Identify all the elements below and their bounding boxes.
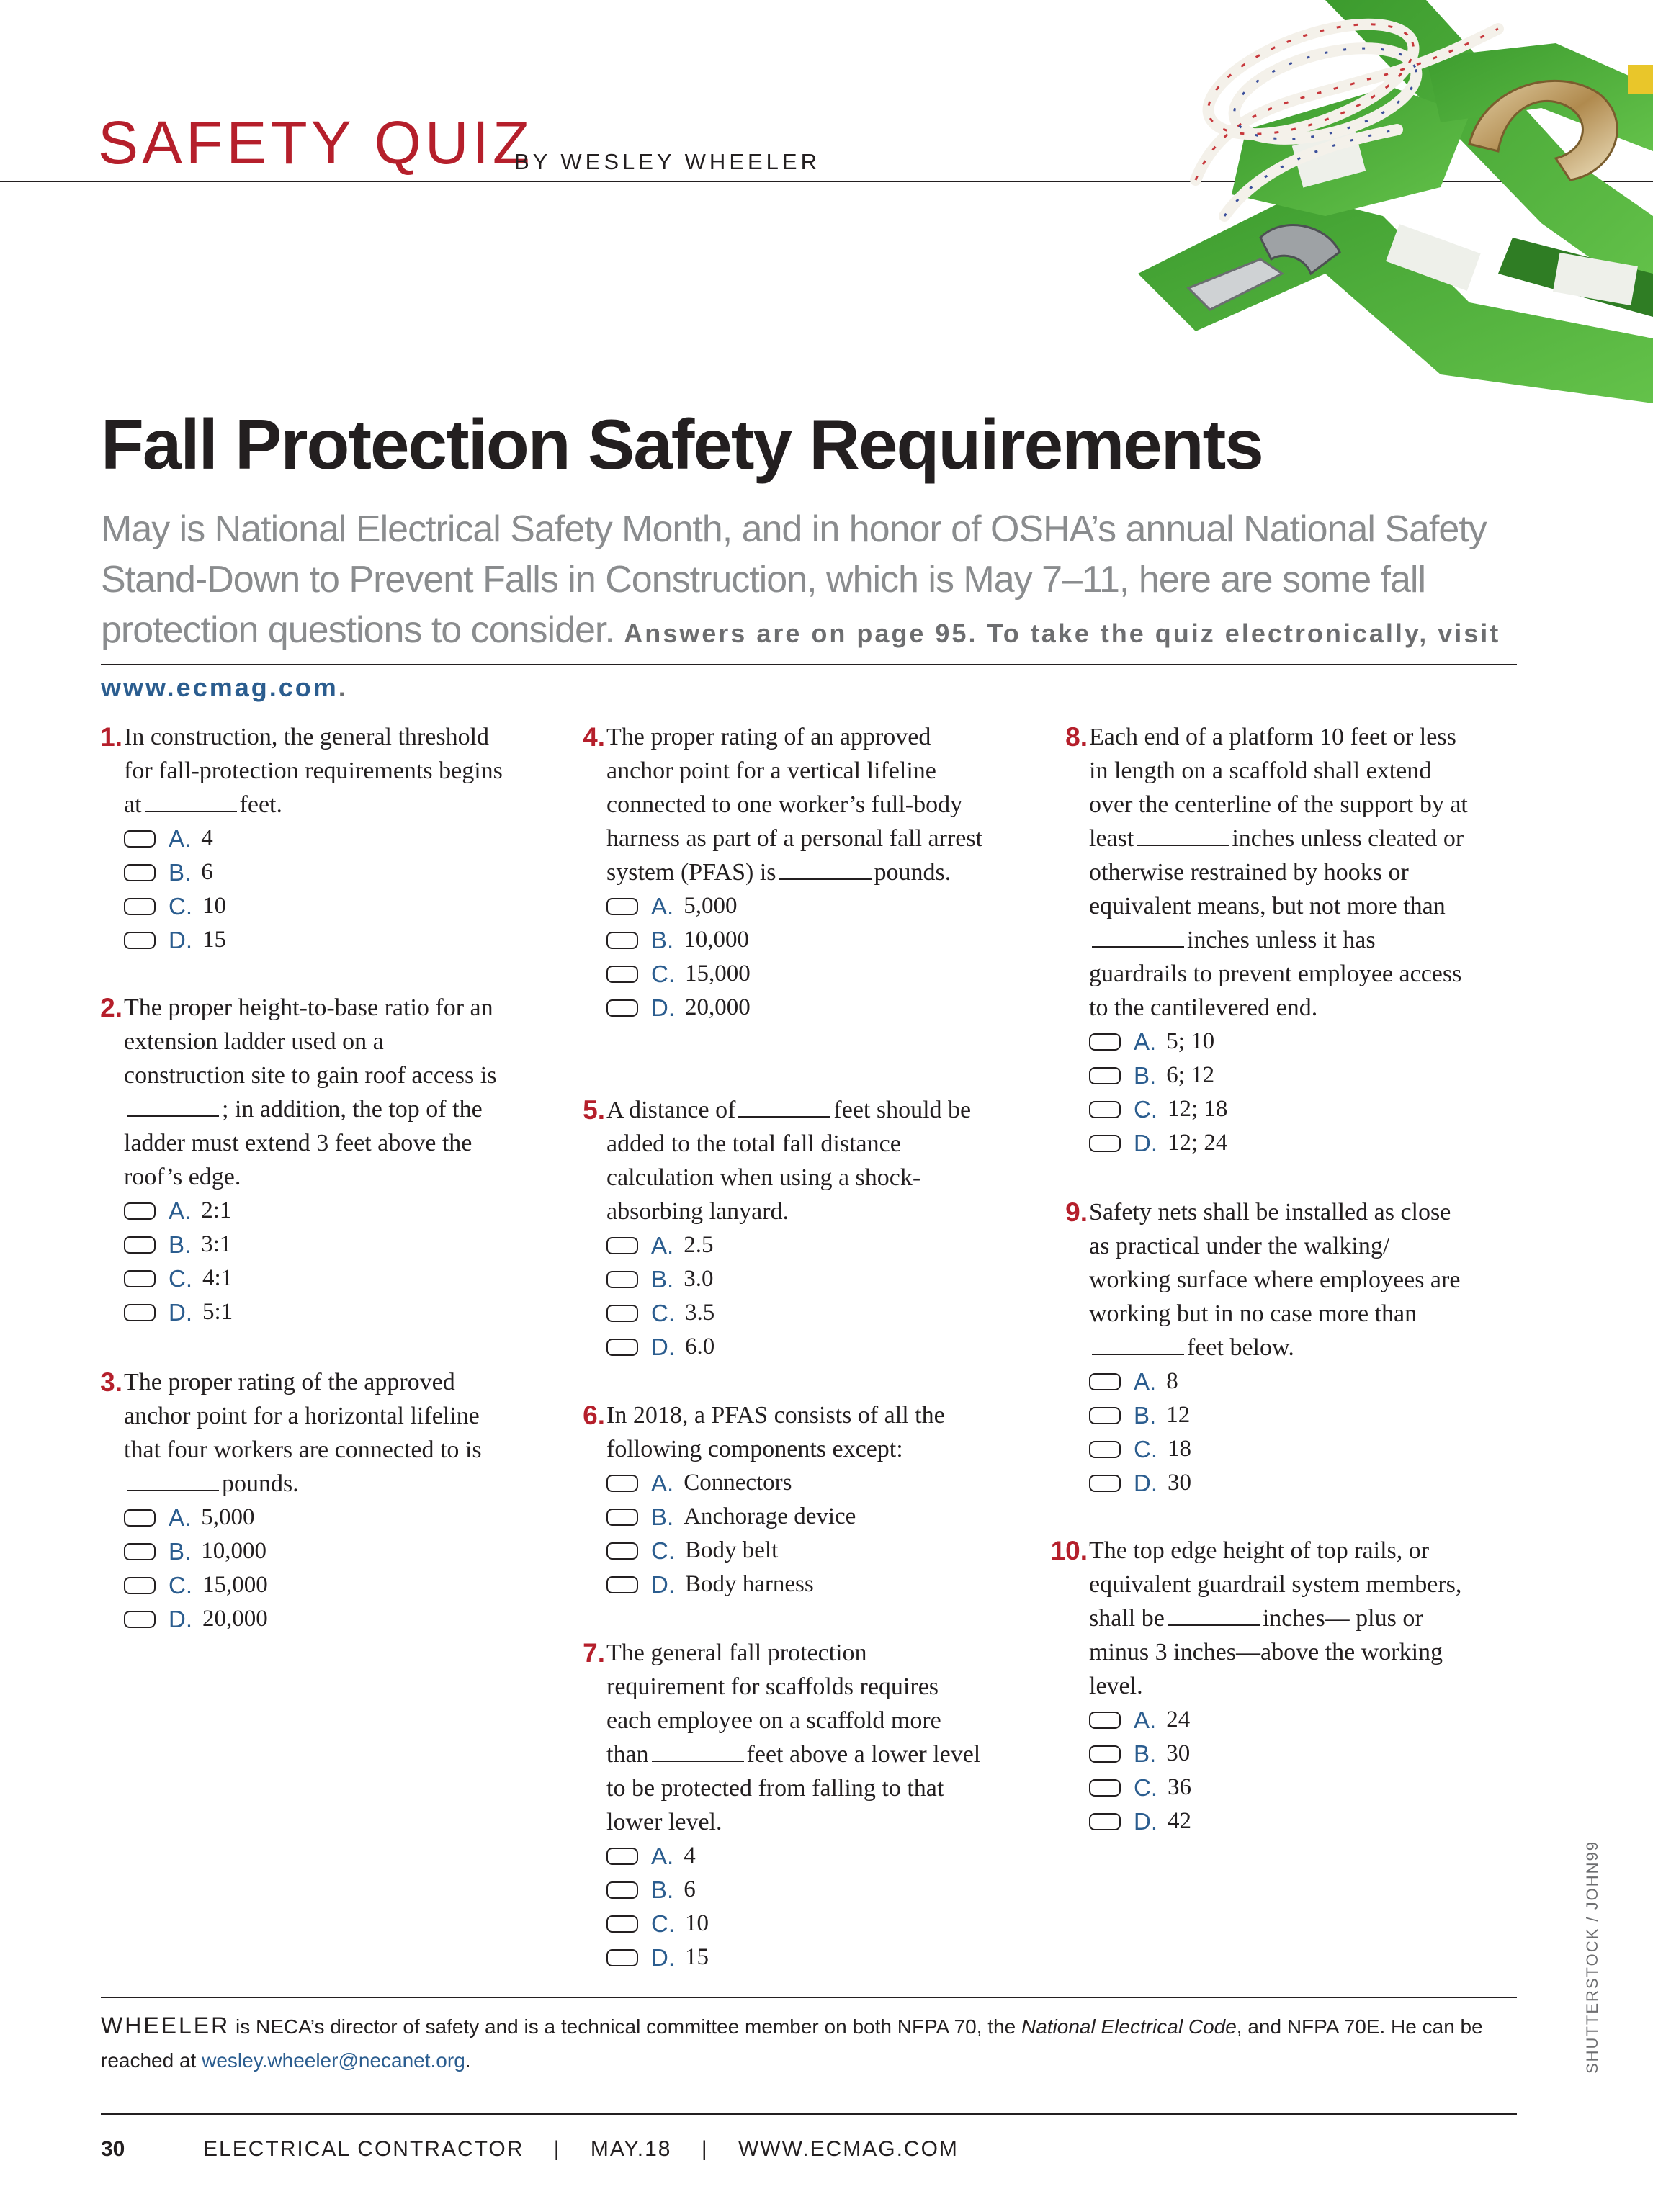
answer-checkbox[interactable] bbox=[124, 1270, 156, 1287]
answer-checkbox[interactable] bbox=[606, 1305, 638, 1322]
bio-email-link[interactable]: wesley.wheeler@necanet.org bbox=[202, 2049, 465, 2072]
answer-option[interactable] bbox=[606, 1839, 987, 1873]
answer-options bbox=[606, 1466, 987, 1601]
answer-option[interactable] bbox=[606, 1534, 987, 1568]
option-value: Anchorage device bbox=[684, 1503, 856, 1529]
option-value: 8 bbox=[1166, 1368, 1178, 1394]
answer-checkbox[interactable] bbox=[1089, 1779, 1121, 1797]
option-value: 5; 10 bbox=[1166, 1028, 1215, 1054]
answer-checkbox[interactable] bbox=[124, 1543, 156, 1560]
option-value: 42 bbox=[1168, 1808, 1191, 1834]
option-value: Body belt bbox=[685, 1537, 779, 1563]
question-text-part: pounds. bbox=[222, 1470, 299, 1497]
answer-blank bbox=[145, 789, 237, 812]
answer-blank bbox=[1168, 1603, 1260, 1626]
answer-checkbox[interactable] bbox=[124, 932, 156, 949]
author-bio bbox=[101, 2009, 1517, 2077]
question-text-part: inches unless cleated or otherwise restrained by hooks or equivalent means, but not more than bbox=[1089, 825, 1464, 920]
question-text-part: feet above a lower level to be protected from falling to that lower level. bbox=[606, 1741, 981, 1835]
option-letter: A. bbox=[651, 893, 674, 920]
answer-option[interactable] bbox=[1089, 1432, 1469, 1466]
option-letter: D. bbox=[1134, 1808, 1157, 1835]
answer-options bbox=[1089, 1025, 1469, 1160]
footer-publication: ELECTRICAL CONTRACTOR | MAY.18 | WWW.ECMAG.COM bbox=[203, 2137, 959, 2161]
answer-checkbox[interactable] bbox=[606, 1271, 638, 1288]
deck-intro: May is National Electrical Safety Month, and in honor of OSHA’s annual National Safety Stand-Down to Prevent Falls in Construction, which is May 7–11, here are some fall protection questions to consider. bbox=[101, 508, 1487, 651]
answer-checkbox[interactable] bbox=[606, 1848, 638, 1865]
answer-option[interactable] bbox=[124, 889, 504, 923]
option-value: 30 bbox=[1168, 1470, 1191, 1496]
option-value: 10 bbox=[202, 893, 226, 919]
answer-blank bbox=[127, 1468, 219, 1491]
deck-rule bbox=[101, 664, 1517, 665]
option-value: 2.5 bbox=[684, 1232, 714, 1258]
question-text-part: feet should be added to the total fall distance calculation when using a shock-absorbing lanyard. bbox=[606, 1097, 972, 1225]
option-letter: A. bbox=[1134, 1707, 1157, 1733]
option-value: 4 bbox=[201, 825, 213, 851]
option-letter: B. bbox=[1134, 1740, 1157, 1767]
answer-option[interactable] bbox=[124, 1228, 504, 1262]
answer-checkbox[interactable] bbox=[1089, 1067, 1121, 1084]
option-letter: A. bbox=[169, 1504, 192, 1531]
option-value: 5,000 bbox=[684, 893, 738, 919]
answer-option[interactable] bbox=[1089, 1126, 1469, 1160]
option-letter: D. bbox=[1134, 1470, 1157, 1496]
deck-end: . bbox=[338, 673, 348, 702]
quiz-question bbox=[555, 1636, 987, 1974]
option-letter: B. bbox=[651, 1266, 674, 1292]
answer-option[interactable] bbox=[1089, 1092, 1469, 1126]
answer-options bbox=[606, 1839, 987, 1974]
answer-checkbox[interactable] bbox=[606, 966, 638, 983]
option-letter: B. bbox=[651, 1876, 674, 1903]
answer-checkbox[interactable] bbox=[606, 1475, 638, 1492]
answer-option[interactable] bbox=[124, 1262, 504, 1295]
section-title: SAFETY QUIZ bbox=[98, 109, 534, 176]
bio-name: WHEELER bbox=[101, 2013, 230, 2038]
option-letter: D. bbox=[169, 927, 192, 953]
answer-option[interactable] bbox=[1089, 1771, 1469, 1804]
option-letter: D. bbox=[169, 1299, 192, 1326]
option-value: 10,000 bbox=[684, 927, 749, 953]
answer-checkbox[interactable] bbox=[606, 1509, 638, 1526]
option-letter: B. bbox=[1134, 1062, 1157, 1089]
answer-option[interactable] bbox=[606, 1466, 987, 1500]
answer-option[interactable] bbox=[606, 1873, 987, 1907]
question-number: 6. bbox=[583, 1401, 605, 1430]
option-value: 12 bbox=[1166, 1402, 1191, 1428]
answer-options bbox=[1089, 1703, 1469, 1838]
option-value: 10,000 bbox=[201, 1538, 266, 1564]
question-text bbox=[606, 1398, 987, 1466]
answer-checkbox[interactable] bbox=[606, 1237, 638, 1254]
option-letter: C. bbox=[651, 961, 675, 987]
quiz-question bbox=[1037, 1195, 1469, 1500]
question-number: 10. bbox=[1050, 1536, 1088, 1565]
option-letter: B. bbox=[169, 1538, 192, 1565]
option-value: 15,000 bbox=[685, 961, 751, 986]
option-value: 15 bbox=[202, 927, 226, 953]
answer-checkbox[interactable] bbox=[124, 1577, 156, 1594]
option-value: 5:1 bbox=[202, 1299, 233, 1325]
answer-checkbox[interactable] bbox=[1089, 1712, 1121, 1729]
option-value: 3.5 bbox=[685, 1300, 715, 1326]
answer-option[interactable] bbox=[606, 1228, 987, 1262]
question-number: 4. bbox=[583, 722, 605, 752]
question-number: 7. bbox=[583, 1638, 605, 1668]
option-value: 4:1 bbox=[202, 1265, 233, 1291]
question-text-part: The general fall protection requirement for scaffolds requires each employee on a scaffold more than bbox=[606, 1640, 941, 1768]
question-number: 8. bbox=[1065, 722, 1088, 752]
answer-blank bbox=[1092, 925, 1184, 948]
option-letter: C. bbox=[651, 1910, 675, 1937]
answer-checkbox[interactable] bbox=[1089, 1441, 1121, 1458]
quiz-question bbox=[555, 720, 987, 1025]
option-value: 12; 18 bbox=[1168, 1096, 1228, 1122]
option-letter: A. bbox=[1134, 1028, 1157, 1055]
deck-answers-note: Answers are on page 95. To take the quiz electronically, visit bbox=[624, 619, 1501, 648]
option-letter: B. bbox=[169, 859, 192, 886]
quiz-question bbox=[72, 720, 504, 957]
answer-options bbox=[124, 822, 504, 957]
answer-option[interactable] bbox=[1089, 1737, 1469, 1771]
answer-checkbox[interactable] bbox=[606, 1542, 638, 1560]
option-value: 6; 12 bbox=[1166, 1062, 1215, 1088]
bio-text-2: , and NFPA 70E. He can be reached at bbox=[101, 2015, 1483, 2072]
question-text-part: ; in addition, the top of the ladder must extend 3 feet above the roof’s edge. bbox=[124, 1096, 483, 1190]
answer-option[interactable] bbox=[1089, 1804, 1469, 1838]
question-text bbox=[124, 991, 504, 1194]
option-letter: C. bbox=[651, 1537, 675, 1564]
option-letter: B. bbox=[651, 1503, 674, 1530]
quiz-question bbox=[72, 991, 504, 1329]
option-value: 3.0 bbox=[684, 1266, 714, 1292]
option-letter: A. bbox=[169, 1197, 192, 1224]
answer-option[interactable] bbox=[606, 1907, 987, 1941]
answer-checkbox[interactable] bbox=[606, 1576, 638, 1593]
question-text-part: Safety nets shall be installed as close as practical under the walking/ working surface where employees are working but in no case more than bbox=[1089, 1199, 1461, 1327]
question-number: 9. bbox=[1065, 1197, 1088, 1227]
option-letter: C. bbox=[1134, 1774, 1157, 1801]
option-value: Body harness bbox=[685, 1571, 814, 1597]
answer-checkbox[interactable] bbox=[606, 1339, 638, 1356]
option-value: 6 bbox=[684, 1876, 696, 1902]
answer-option[interactable] bbox=[1089, 1703, 1469, 1737]
question-text-part: The proper rating of the approved anchor point for a horizontal lifeline that four workers are connected to is bbox=[124, 1369, 482, 1463]
option-letter: D. bbox=[651, 1944, 675, 1971]
answer-option[interactable] bbox=[1089, 1398, 1469, 1432]
option-value: 36 bbox=[1168, 1774, 1191, 1800]
question-text bbox=[606, 1093, 987, 1228]
harness-photo bbox=[922, 0, 1653, 432]
question-text-part: In 2018, a PFAS consists of all the following components except: bbox=[606, 1402, 945, 1462]
option-letter: C. bbox=[169, 893, 192, 920]
question-text-part: inches— plus or minus 3 inches—above the working level. bbox=[1089, 1605, 1443, 1699]
answer-checkbox[interactable] bbox=[606, 932, 638, 949]
quiz-question bbox=[1037, 1534, 1469, 1838]
option-value: 18 bbox=[1168, 1436, 1191, 1462]
answer-option[interactable] bbox=[606, 1330, 987, 1364]
option-value: 24 bbox=[1166, 1707, 1191, 1732]
option-letter: C. bbox=[169, 1265, 192, 1292]
answer-checkbox[interactable] bbox=[606, 1881, 638, 1899]
question-text-part: pounds. bbox=[874, 859, 951, 886]
byline: BY WESLEY WHEELER bbox=[514, 149, 820, 174]
answer-option[interactable] bbox=[606, 957, 987, 991]
question-number: 5. bbox=[583, 1095, 605, 1125]
answer-option[interactable] bbox=[606, 1568, 987, 1601]
answer-checkbox[interactable] bbox=[124, 1202, 156, 1220]
bio-code-title: National Electrical Code bbox=[1021, 2015, 1237, 2038]
quiz-question bbox=[72, 1365, 504, 1636]
answer-checkbox[interactable] bbox=[124, 1611, 156, 1628]
option-letter: A. bbox=[1134, 1368, 1157, 1395]
question-number: 3. bbox=[100, 1367, 122, 1397]
option-letter: C. bbox=[169, 1572, 192, 1599]
answer-option[interactable] bbox=[1089, 1466, 1469, 1500]
bio-text-1: is NECA’s director of safety and is a technical committee member on both NFPA 70, the bbox=[230, 2015, 1021, 2038]
answer-option[interactable] bbox=[124, 1501, 504, 1534]
answer-blank bbox=[779, 857, 872, 880]
answer-blank bbox=[1137, 823, 1229, 846]
question-text-part: The proper height-to-base ratio for an extension ladder used on a construction site to gain roof access is bbox=[124, 994, 497, 1089]
answer-option[interactable] bbox=[124, 1534, 504, 1568]
quiz-question bbox=[555, 1093, 987, 1364]
option-value: 2:1 bbox=[201, 1197, 232, 1223]
option-letter: B. bbox=[1134, 1402, 1157, 1429]
photo-credit: SHUTTERSTOCK / JOHN99 bbox=[1583, 1840, 1601, 2074]
option-value: 20,000 bbox=[685, 994, 751, 1020]
option-value: 15 bbox=[685, 1944, 709, 1970]
bio-end: . bbox=[465, 2049, 471, 2072]
question-text bbox=[124, 720, 504, 822]
deck-url-link[interactable]: www.ecmag.com bbox=[101, 673, 339, 702]
answer-option[interactable] bbox=[124, 1602, 504, 1636]
question-text bbox=[606, 720, 987, 889]
answer-option[interactable] bbox=[1089, 1058, 1469, 1092]
option-letter: B. bbox=[651, 927, 674, 953]
option-value: 6 bbox=[201, 859, 213, 885]
option-value: 3:1 bbox=[201, 1231, 232, 1257]
answer-option[interactable] bbox=[124, 1295, 504, 1329]
answer-option[interactable] bbox=[124, 822, 504, 855]
option-letter: A. bbox=[651, 1232, 674, 1259]
option-letter: A. bbox=[169, 825, 192, 852]
answer-options bbox=[124, 1501, 504, 1636]
option-letter: D. bbox=[1134, 1130, 1157, 1156]
question-number: 1. bbox=[100, 722, 122, 752]
option-letter: A. bbox=[651, 1843, 674, 1869]
option-letter: C. bbox=[1134, 1096, 1157, 1123]
answer-checkbox[interactable] bbox=[124, 898, 156, 915]
answer-option[interactable] bbox=[606, 1500, 987, 1534]
answer-option[interactable] bbox=[606, 889, 987, 923]
answer-blank bbox=[1092, 1332, 1184, 1355]
answer-checkbox[interactable] bbox=[124, 1509, 156, 1527]
answer-checkbox[interactable] bbox=[606, 1949, 638, 1966]
answer-checkbox[interactable] bbox=[124, 864, 156, 881]
answer-options bbox=[1089, 1364, 1469, 1500]
quiz-question bbox=[555, 1398, 987, 1601]
option-value: Connectors bbox=[684, 1470, 792, 1496]
option-letter: D. bbox=[651, 1334, 675, 1360]
page-number: 30 bbox=[101, 2137, 125, 2161]
deck bbox=[101, 504, 1556, 713]
answer-checkbox[interactable] bbox=[1089, 1475, 1121, 1492]
option-value: 5,000 bbox=[201, 1504, 255, 1530]
answer-options bbox=[606, 1228, 987, 1364]
answer-checkbox[interactable] bbox=[1089, 1407, 1121, 1424]
answer-checkbox[interactable] bbox=[606, 999, 638, 1017]
question-text bbox=[124, 1365, 504, 1501]
option-letter: A. bbox=[651, 1470, 674, 1496]
option-value: 10 bbox=[685, 1910, 709, 1936]
answer-checkbox[interactable] bbox=[124, 1236, 156, 1254]
question-text-part: inches unless it has guardrails to prevent employee access to the cantilevered end. bbox=[1089, 927, 1462, 1021]
option-value: 15,000 bbox=[202, 1572, 268, 1598]
answer-option[interactable] bbox=[124, 855, 504, 889]
question-text bbox=[606, 1636, 987, 1839]
answer-blank bbox=[652, 1739, 744, 1762]
question-text bbox=[1089, 720, 1469, 1025]
answer-checkbox[interactable] bbox=[1089, 1373, 1121, 1390]
question-text-part: A distance of bbox=[606, 1097, 736, 1123]
answer-checkbox[interactable] bbox=[1089, 1033, 1121, 1051]
answer-option[interactable] bbox=[124, 1568, 504, 1602]
question-number: 2. bbox=[100, 993, 122, 1022]
answer-checkbox[interactable] bbox=[124, 1304, 156, 1321]
question-text-part: The top edge height of top rails, or equivalent guardrail system members, shall be bbox=[1089, 1537, 1462, 1632]
option-letter: D. bbox=[651, 1571, 675, 1598]
answer-checkbox[interactable] bbox=[606, 898, 638, 915]
answer-options bbox=[606, 889, 987, 1025]
answer-option[interactable] bbox=[1089, 1364, 1469, 1398]
article-title: Fall Protection Safety Requirements bbox=[101, 405, 1263, 484]
option-letter: B. bbox=[169, 1231, 192, 1258]
answer-blank bbox=[738, 1094, 830, 1118]
answer-checkbox[interactable] bbox=[606, 1915, 638, 1933]
question-text-part: Each end of a platform 10 feet or less in length on a scaffold shall extend over the centerline of the support by at least bbox=[1089, 724, 1468, 852]
question-text-part: In construction, the general threshold for fall-protection requirements begins at bbox=[124, 724, 503, 818]
option-value: 30 bbox=[1166, 1740, 1191, 1766]
answer-option[interactable] bbox=[606, 1262, 987, 1296]
question-text bbox=[1089, 1195, 1469, 1364]
quiz-question bbox=[1037, 720, 1469, 1160]
option-value: 6.0 bbox=[685, 1334, 715, 1359]
answer-checkbox[interactable] bbox=[124, 830, 156, 848]
answer-option[interactable] bbox=[124, 1194, 504, 1228]
option-letter: D. bbox=[651, 994, 675, 1021]
answer-checkbox[interactable] bbox=[1089, 1135, 1121, 1152]
answer-option[interactable] bbox=[606, 923, 987, 957]
answer-blank bbox=[127, 1094, 219, 1117]
option-letter: D. bbox=[169, 1606, 192, 1632]
option-letter: C. bbox=[651, 1300, 675, 1326]
answer-options bbox=[124, 1194, 504, 1329]
bio-rule bbox=[101, 1997, 1517, 1998]
answer-checkbox[interactable] bbox=[1089, 1745, 1121, 1763]
question-text-part: The proper rating of an approved anchor point for a vertical lifeline connected to one worker’s full-body harness as part of a personal fall arrest system (PFAS) is bbox=[606, 724, 983, 886]
answer-checkbox[interactable] bbox=[1089, 1101, 1121, 1118]
answer-option[interactable] bbox=[606, 1296, 987, 1330]
answer-option[interactable] bbox=[606, 1941, 987, 1974]
question-text bbox=[1089, 1534, 1469, 1703]
answer-option[interactable] bbox=[1089, 1025, 1469, 1058]
answer-option[interactable] bbox=[606, 991, 987, 1025]
question-text-part: feet below. bbox=[1187, 1334, 1294, 1361]
option-value: 20,000 bbox=[202, 1606, 268, 1632]
footer-rule bbox=[101, 2113, 1517, 2115]
option-value: 4 bbox=[684, 1843, 696, 1869]
answer-checkbox[interactable] bbox=[1089, 1813, 1121, 1830]
answer-option[interactable] bbox=[124, 923, 504, 957]
option-value: 12; 24 bbox=[1168, 1130, 1228, 1156]
option-letter: C. bbox=[1134, 1436, 1157, 1462]
question-text-part: feet. bbox=[239, 791, 282, 818]
